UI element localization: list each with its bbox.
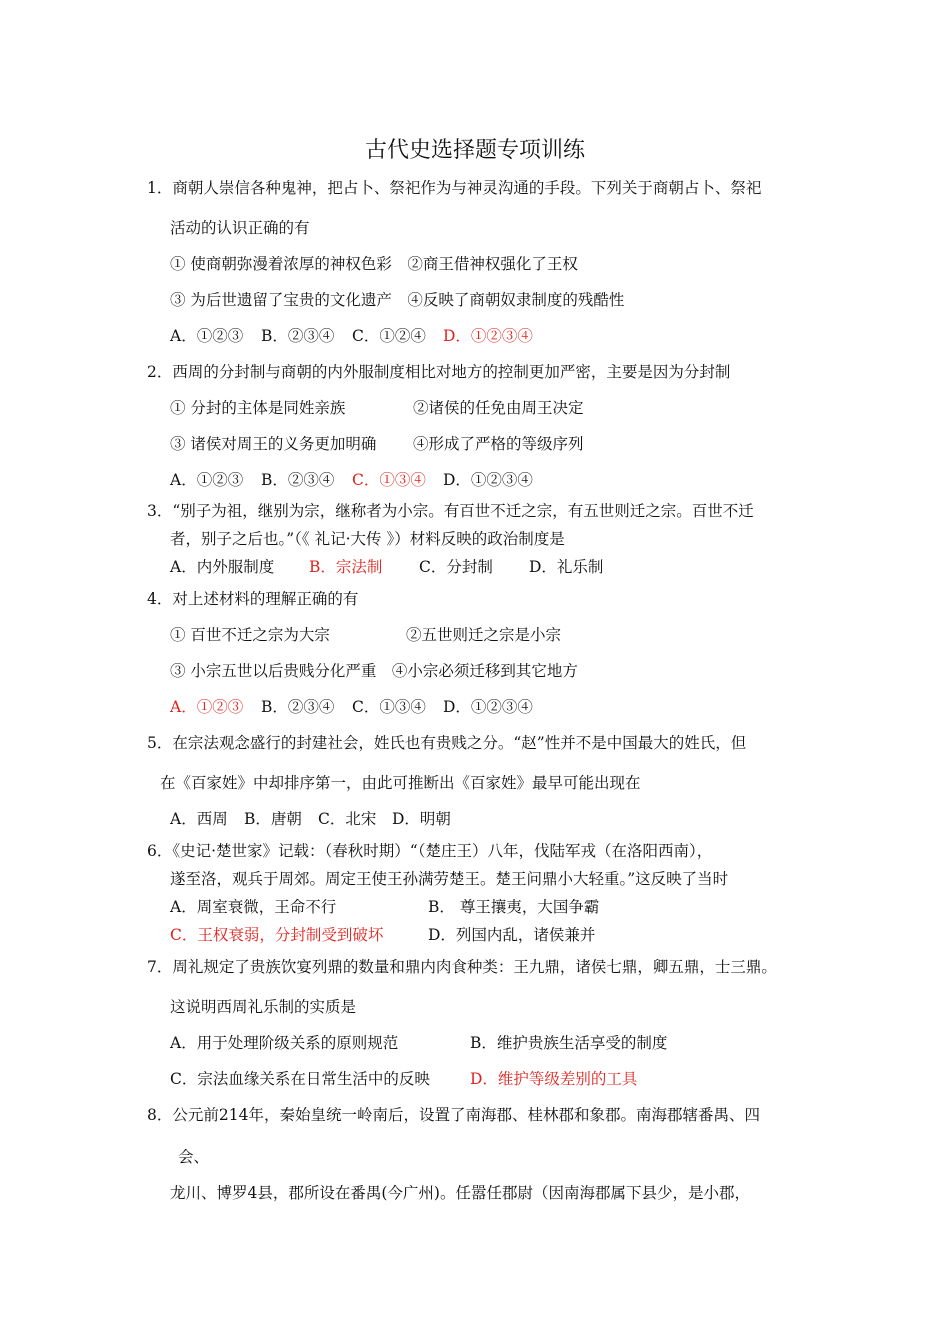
question-stem: 这说明西周礼乐制的实质是 xyxy=(170,998,357,1016)
question-stem: 会、 xyxy=(178,1148,210,1166)
question-stem: 遂至洛，观兵于周郊。周定王使王孙满劳楚王。楚王问鼎小大轻重。”这反映了当时 xyxy=(170,870,729,888)
statement-line: ① 分封的主体是同姓亲族 xyxy=(170,399,346,417)
option-c: C．宗法血缘关系在日常生活中的反映 xyxy=(170,1070,430,1088)
statement-line: ③ 为后世遗留了宝贵的文化遗产 ④反映了商朝奴隶制度的残酷性 xyxy=(170,291,625,309)
option-a: A．内外服制度 xyxy=(170,558,275,576)
question-stem: 5．在宗法观念盛行的封建社会，姓氏也有贵贱之分。“赵”性并不是中国最大的姓氏，但 xyxy=(147,734,747,752)
question-stem: 3．“别子为祖，继别为宗，继称者为小宗。有百世不迁之宗，有五世则迁之宗。百世不迁 xyxy=(147,502,754,520)
option-a-answer: A．①②③ xyxy=(170,698,244,716)
statement-line: ③ 诸侯对周王的义务更加明确 xyxy=(170,435,377,453)
option-b: B．唐朝 xyxy=(244,810,302,828)
statement-line: ① 使商朝弥漫着浓厚的神权色彩 ②商王借神权强化了王权 xyxy=(170,255,578,273)
option-d: D．列国内乱，诸侯兼并 xyxy=(428,926,596,944)
option-d-answer: D．①②③④ xyxy=(443,327,533,345)
option-a: A．周室衰微，王命不行 xyxy=(170,898,337,916)
option-c-answer: C．王权衰弱，分封制受到破坏 xyxy=(170,926,384,944)
option-d: D．明朝 xyxy=(392,810,451,828)
question-stem: 6．《史记·楚世家》记载：（春秋时期）“（楚庄王）八年，伐陆军戎（在洛阳西南）， xyxy=(147,842,713,860)
option-d-answer: D．维护等级差别的工具 xyxy=(470,1070,638,1088)
option-b: B．②③④ xyxy=(261,327,335,345)
option-d: D．①②③④ xyxy=(443,471,533,489)
page-title: 古代史选择题专项训练 xyxy=(364,138,585,163)
question-stem: 在《百家姓》中却排序第一，由此可推断出《百家姓》最早可能出现在 xyxy=(160,774,641,792)
question-stem: 2．西周的分封制与商朝的内外服制度相比对地方的控制更加严密，主要是因为分封制 xyxy=(147,363,731,381)
question-stem: 活动的认识正确的有 xyxy=(170,219,310,237)
statement-line: ②五世则迁之宗是小宗 xyxy=(406,626,562,644)
option-a: A．西周 xyxy=(170,810,228,828)
option-d: D．①②③④ xyxy=(443,698,533,716)
option-b-answer: B．宗法制 xyxy=(309,558,383,576)
question-stem: 者，别子之后也。”（《 礼记·大传 》）材料反映的政治制度是 xyxy=(170,530,565,548)
option-c-answer: C．①③④ xyxy=(352,471,426,489)
option-b: B． 尊王攘夷，大国争霸 xyxy=(428,898,600,916)
statement-line: ① 百世不迁之宗为大宗 xyxy=(170,626,330,644)
option-a: A．①②③ xyxy=(170,327,244,345)
question-stem: 龙川、博罗4县，郡所设在番禺(今广州)。任嚣任郡尉（因南海郡属下县少，是小郡， xyxy=(170,1184,750,1202)
option-a: A．用于处理阶级关系的原则规范 xyxy=(170,1034,399,1052)
option-c: C．北宋 xyxy=(318,810,377,828)
option-d: D．礼乐制 xyxy=(529,558,604,576)
option-c: C．①③④ xyxy=(352,698,426,716)
statement-line: ②诸侯的任免由周王决定 xyxy=(413,399,584,417)
question-stem: 4．对上述材料的理解正确的有 xyxy=(147,590,359,608)
statement-line: ④形成了严格的等级序列 xyxy=(413,435,584,453)
option-b: B．②③④ xyxy=(261,698,335,716)
question-stem: 8．公元前214年，秦始皇统一岭南后，设置了南海郡、桂林郡和象郡。南海郡辖番禺、四 xyxy=(147,1106,760,1124)
statement-line: ③ 小宗五世以后贵贱分化严重 ④小宗必须迁移到其它地方 xyxy=(170,662,578,680)
question-stem: 1．商朝人崇信各种鬼神，把占卜、祭祀作为与神灵沟通的手段。下列关于商朝占卜、祭祀 xyxy=(147,179,762,197)
question-stem: 7．周礼规定了贵族饮宴列鼎的数量和鼎内肉食种类：王九鼎，诸侯七鼎，卿五鼎，士三鼎。 xyxy=(147,958,777,976)
option-c: C．分封制 xyxy=(419,558,493,576)
option-b: B．维护贵族生活享受的制度 xyxy=(470,1034,668,1052)
option-c: C．①②④ xyxy=(352,327,426,345)
option-b: B．②③④ xyxy=(261,471,335,489)
option-a: A．①②③ xyxy=(170,471,244,489)
